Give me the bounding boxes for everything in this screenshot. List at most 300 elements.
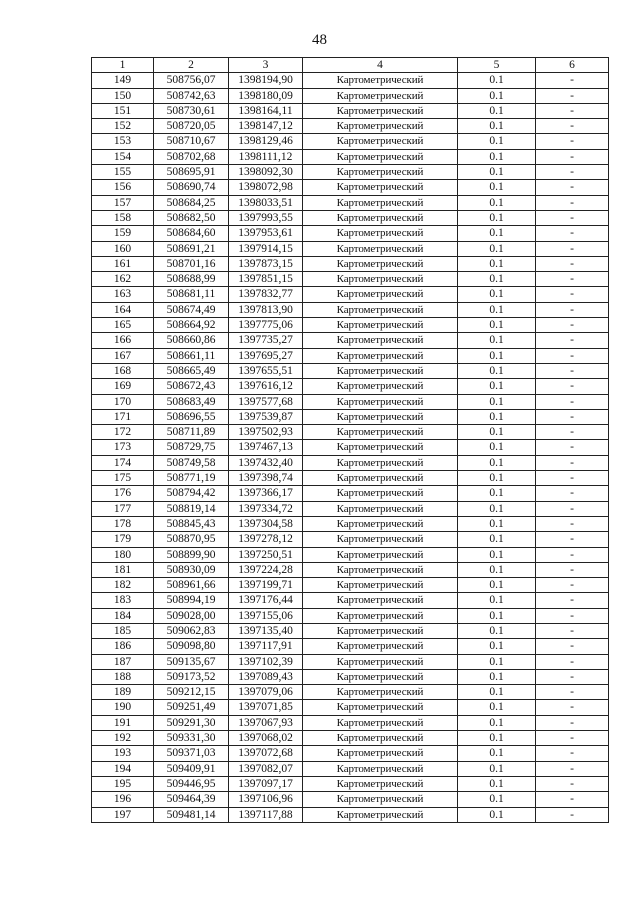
method-cell: Картометрический bbox=[303, 639, 458, 654]
accuracy-cell: 0.1 bbox=[458, 149, 536, 164]
point-number-cell: 151 bbox=[92, 103, 154, 118]
point-number-cell: 196 bbox=[92, 792, 154, 807]
note-cell: - bbox=[536, 149, 609, 164]
point-number-cell: 178 bbox=[92, 516, 154, 531]
y-coordinate-cell: 1398092,30 bbox=[229, 165, 303, 180]
point-number-cell: 166 bbox=[92, 333, 154, 348]
page-number: 48 bbox=[312, 32, 327, 48]
method-cell: Картометрический bbox=[303, 210, 458, 225]
note-cell: - bbox=[536, 547, 609, 562]
note-cell: - bbox=[536, 134, 609, 149]
x-coordinate-cell: 508771,19 bbox=[154, 471, 229, 486]
accuracy-cell: 0.1 bbox=[458, 639, 536, 654]
note-cell: - bbox=[536, 639, 609, 654]
point-number-cell: 172 bbox=[92, 425, 154, 440]
accuracy-cell: 0.1 bbox=[458, 776, 536, 791]
y-coordinate-cell: 1397250,51 bbox=[229, 547, 303, 562]
x-coordinate-cell: 508682,50 bbox=[154, 210, 229, 225]
table-row bbox=[92, 623, 609, 638]
note-cell: - bbox=[536, 440, 609, 455]
accuracy-cell: 0.1 bbox=[458, 195, 536, 210]
method-cell: Картометрический bbox=[303, 256, 458, 271]
note-cell: - bbox=[536, 623, 609, 638]
method-cell: Картометрический bbox=[303, 608, 458, 623]
point-number-cell: 149 bbox=[92, 73, 154, 88]
accuracy-cell: 0.1 bbox=[458, 623, 536, 638]
y-coordinate-cell: 1398072,98 bbox=[229, 180, 303, 195]
point-number-cell: 158 bbox=[92, 210, 154, 225]
method-cell: Картометрический bbox=[303, 165, 458, 180]
method-cell: Картометрический bbox=[303, 272, 458, 287]
y-coordinate-cell: 1397577,68 bbox=[229, 394, 303, 409]
table-row bbox=[92, 501, 609, 516]
y-coordinate-cell: 1397366,17 bbox=[229, 486, 303, 501]
note-cell: - bbox=[536, 731, 609, 746]
point-number-cell: 159 bbox=[92, 226, 154, 241]
point-number-cell: 175 bbox=[92, 471, 154, 486]
table-row bbox=[92, 746, 609, 761]
accuracy-cell: 0.1 bbox=[458, 547, 536, 562]
method-cell: Картометрический bbox=[303, 348, 458, 363]
point-number-cell: 191 bbox=[92, 715, 154, 730]
table-header-row bbox=[92, 58, 609, 73]
point-number-cell: 168 bbox=[92, 363, 154, 378]
note-cell: - bbox=[536, 562, 609, 577]
note-cell: - bbox=[536, 165, 609, 180]
table-row bbox=[92, 715, 609, 730]
y-coordinate-cell: 1397502,93 bbox=[229, 425, 303, 440]
table-row bbox=[92, 731, 609, 746]
x-coordinate-cell: 509135,67 bbox=[154, 654, 229, 669]
y-coordinate-cell: 1397832,77 bbox=[229, 287, 303, 302]
x-coordinate-cell: 508756,07 bbox=[154, 73, 229, 88]
table-row bbox=[92, 287, 609, 302]
x-coordinate-cell: 509371,03 bbox=[154, 746, 229, 761]
note-cell: - bbox=[536, 669, 609, 684]
x-coordinate-cell: 509446,95 bbox=[154, 776, 229, 791]
table-row bbox=[92, 73, 609, 88]
method-cell: Картометрический bbox=[303, 363, 458, 378]
accuracy-cell: 0.1 bbox=[458, 700, 536, 715]
note-cell: - bbox=[536, 455, 609, 470]
table-row bbox=[92, 700, 609, 715]
point-number-cell: 184 bbox=[92, 608, 154, 623]
table-row bbox=[92, 471, 609, 486]
coordinates-table bbox=[91, 57, 609, 823]
accuracy-cell: 0.1 bbox=[458, 761, 536, 776]
x-coordinate-cell: 508690,74 bbox=[154, 180, 229, 195]
point-number-cell: 176 bbox=[92, 486, 154, 501]
accuracy-cell: 0.1 bbox=[458, 715, 536, 730]
x-coordinate-cell: 508711,89 bbox=[154, 425, 229, 440]
accuracy-cell: 0.1 bbox=[458, 669, 536, 684]
y-coordinate-cell: 1398180,09 bbox=[229, 88, 303, 103]
point-number-cell: 160 bbox=[92, 241, 154, 256]
accuracy-cell: 0.1 bbox=[458, 685, 536, 700]
method-cell: Картометрический bbox=[303, 593, 458, 608]
note-cell: - bbox=[536, 88, 609, 103]
table-row bbox=[92, 302, 609, 317]
x-coordinate-cell: 508749,58 bbox=[154, 455, 229, 470]
method-cell: Картометрический bbox=[303, 333, 458, 348]
y-coordinate-cell: 1397398,74 bbox=[229, 471, 303, 486]
y-coordinate-cell: 1397224,28 bbox=[229, 562, 303, 577]
y-coordinate-cell: 1397079,06 bbox=[229, 685, 303, 700]
y-coordinate-cell: 1397071,85 bbox=[229, 700, 303, 715]
method-cell: Картометрический bbox=[303, 73, 458, 88]
method-cell: Картометрический bbox=[303, 440, 458, 455]
accuracy-cell: 0.1 bbox=[458, 501, 536, 516]
table-row bbox=[92, 333, 609, 348]
note-cell: - bbox=[536, 685, 609, 700]
y-coordinate-cell: 1397993,55 bbox=[229, 210, 303, 225]
accuracy-cell: 0.1 bbox=[458, 578, 536, 593]
accuracy-cell: 0.1 bbox=[458, 302, 536, 317]
x-coordinate-cell: 508845,43 bbox=[154, 516, 229, 531]
table-row bbox=[92, 180, 609, 195]
point-number-cell: 182 bbox=[92, 578, 154, 593]
method-cell: Картометрический bbox=[303, 731, 458, 746]
y-coordinate-cell: 1397539,87 bbox=[229, 409, 303, 424]
accuracy-cell: 0.1 bbox=[458, 746, 536, 761]
point-number-cell: 153 bbox=[92, 134, 154, 149]
accuracy-cell: 0.1 bbox=[458, 562, 536, 577]
x-coordinate-cell: 509291,30 bbox=[154, 715, 229, 730]
y-coordinate-cell: 1397334,72 bbox=[229, 501, 303, 516]
note-cell: - bbox=[536, 792, 609, 807]
x-coordinate-cell: 508665,49 bbox=[154, 363, 229, 378]
note-cell: - bbox=[536, 409, 609, 424]
point-number-cell: 173 bbox=[92, 440, 154, 455]
accuracy-cell: 0.1 bbox=[458, 409, 536, 424]
method-cell: Картометрический bbox=[303, 516, 458, 531]
note-cell: - bbox=[536, 348, 609, 363]
method-cell: Картометрический bbox=[303, 471, 458, 486]
table-row bbox=[92, 608, 609, 623]
accuracy-cell: 0.1 bbox=[458, 73, 536, 88]
method-cell: Картометрический bbox=[303, 103, 458, 118]
method-cell: Картометрический bbox=[303, 302, 458, 317]
method-cell: Картометрический bbox=[303, 88, 458, 103]
x-coordinate-cell: 508684,25 bbox=[154, 195, 229, 210]
x-coordinate-cell: 508729,75 bbox=[154, 440, 229, 455]
accuracy-cell: 0.1 bbox=[458, 363, 536, 378]
accuracy-cell: 0.1 bbox=[458, 471, 536, 486]
note-cell: - bbox=[536, 807, 609, 822]
note-cell: - bbox=[536, 425, 609, 440]
table-row bbox=[92, 88, 609, 103]
point-number-cell: 163 bbox=[92, 287, 154, 302]
method-cell: Картометрический bbox=[303, 792, 458, 807]
method-cell: Картометрический bbox=[303, 318, 458, 333]
y-coordinate-cell: 1397072,68 bbox=[229, 746, 303, 761]
table-row bbox=[92, 394, 609, 409]
method-cell: Картометрический bbox=[303, 287, 458, 302]
accuracy-cell: 0.1 bbox=[458, 654, 536, 669]
note-cell: - bbox=[536, 715, 609, 730]
note-cell: - bbox=[536, 394, 609, 409]
note-cell: - bbox=[536, 210, 609, 225]
accuracy-cell: 0.1 bbox=[458, 287, 536, 302]
x-coordinate-cell: 509098,80 bbox=[154, 639, 229, 654]
point-number-cell: 194 bbox=[92, 761, 154, 776]
accuracy-cell: 0.1 bbox=[458, 425, 536, 440]
y-coordinate-cell: 1397068,02 bbox=[229, 731, 303, 746]
note-cell: - bbox=[536, 471, 609, 486]
point-number-cell: 167 bbox=[92, 348, 154, 363]
table-row bbox=[92, 226, 609, 241]
x-coordinate-cell: 508702,68 bbox=[154, 149, 229, 164]
note-cell: - bbox=[536, 746, 609, 761]
x-coordinate-cell: 509464,39 bbox=[154, 792, 229, 807]
accuracy-cell: 0.1 bbox=[458, 516, 536, 531]
point-number-cell: 177 bbox=[92, 501, 154, 516]
method-cell: Картометрический bbox=[303, 746, 458, 761]
method-cell: Картометрический bbox=[303, 226, 458, 241]
table-row bbox=[92, 195, 609, 210]
y-coordinate-cell: 1398111,12 bbox=[229, 149, 303, 164]
note-cell: - bbox=[536, 272, 609, 287]
x-coordinate-cell: 508730,61 bbox=[154, 103, 229, 118]
note-cell: - bbox=[536, 761, 609, 776]
table-row bbox=[92, 776, 609, 791]
accuracy-cell: 0.1 bbox=[458, 103, 536, 118]
y-coordinate-cell: 1397082,07 bbox=[229, 761, 303, 776]
note-cell: - bbox=[536, 119, 609, 134]
note-cell: - bbox=[536, 333, 609, 348]
point-number-cell: 197 bbox=[92, 807, 154, 822]
accuracy-cell: 0.1 bbox=[458, 119, 536, 134]
method-cell: Картометрический bbox=[303, 501, 458, 516]
accuracy-cell: 0.1 bbox=[458, 318, 536, 333]
method-cell: Картометрический bbox=[303, 425, 458, 440]
y-coordinate-cell: 1397735,27 bbox=[229, 333, 303, 348]
point-number-cell: 150 bbox=[92, 88, 154, 103]
method-cell: Картометрический bbox=[303, 455, 458, 470]
note-cell: - bbox=[536, 654, 609, 669]
method-cell: Картометрический bbox=[303, 685, 458, 700]
x-coordinate-cell: 508794,42 bbox=[154, 486, 229, 501]
x-coordinate-cell: 508870,95 bbox=[154, 532, 229, 547]
y-coordinate-cell: 1397695,27 bbox=[229, 348, 303, 363]
note-cell: - bbox=[536, 486, 609, 501]
point-number-cell: 190 bbox=[92, 700, 154, 715]
accuracy-cell: 0.1 bbox=[458, 486, 536, 501]
accuracy-cell: 0.1 bbox=[458, 807, 536, 822]
point-number-cell: 164 bbox=[92, 302, 154, 317]
table-row bbox=[92, 363, 609, 378]
table-row bbox=[92, 440, 609, 455]
method-cell: Картометрический bbox=[303, 379, 458, 394]
note-cell: - bbox=[536, 363, 609, 378]
column-header: 2 bbox=[154, 58, 229, 73]
method-cell: Картометрический bbox=[303, 180, 458, 195]
method-cell: Картометрический bbox=[303, 134, 458, 149]
y-coordinate-cell: 1397155,06 bbox=[229, 608, 303, 623]
y-coordinate-cell: 1397199,71 bbox=[229, 578, 303, 593]
x-coordinate-cell: 508695,91 bbox=[154, 165, 229, 180]
table-row bbox=[92, 792, 609, 807]
method-cell: Картометрический bbox=[303, 700, 458, 715]
note-cell: - bbox=[536, 180, 609, 195]
column-header: 5 bbox=[458, 58, 536, 73]
method-cell: Картометрический bbox=[303, 562, 458, 577]
point-number-cell: 189 bbox=[92, 685, 154, 700]
table-row bbox=[92, 165, 609, 180]
accuracy-cell: 0.1 bbox=[458, 731, 536, 746]
x-coordinate-cell: 508720,05 bbox=[154, 119, 229, 134]
y-coordinate-cell: 1397873,15 bbox=[229, 256, 303, 271]
x-coordinate-cell: 509028,00 bbox=[154, 608, 229, 623]
x-coordinate-cell: 508660,86 bbox=[154, 333, 229, 348]
y-coordinate-cell: 1397953,61 bbox=[229, 226, 303, 241]
y-coordinate-cell: 1397097,17 bbox=[229, 776, 303, 791]
y-coordinate-cell: 1397102,39 bbox=[229, 654, 303, 669]
accuracy-cell: 0.1 bbox=[458, 210, 536, 225]
x-coordinate-cell: 508681,11 bbox=[154, 287, 229, 302]
table-row bbox=[92, 379, 609, 394]
accuracy-cell: 0.1 bbox=[458, 532, 536, 547]
method-cell: Картометрический bbox=[303, 578, 458, 593]
note-cell: - bbox=[536, 379, 609, 394]
method-cell: Картометрический bbox=[303, 715, 458, 730]
method-cell: Картометрический bbox=[303, 761, 458, 776]
table-row bbox=[92, 685, 609, 700]
y-coordinate-cell: 1397117,91 bbox=[229, 639, 303, 654]
y-coordinate-cell: 1397616,12 bbox=[229, 379, 303, 394]
table-row bbox=[92, 486, 609, 501]
method-cell: Картометрический bbox=[303, 547, 458, 562]
method-cell: Картометрический bbox=[303, 532, 458, 547]
y-coordinate-cell: 1397278,12 bbox=[229, 532, 303, 547]
x-coordinate-cell: 508930,09 bbox=[154, 562, 229, 577]
accuracy-cell: 0.1 bbox=[458, 333, 536, 348]
accuracy-cell: 0.1 bbox=[458, 394, 536, 409]
table-row bbox=[92, 807, 609, 822]
note-cell: - bbox=[536, 256, 609, 271]
table-row bbox=[92, 272, 609, 287]
y-coordinate-cell: 1397775,06 bbox=[229, 318, 303, 333]
table-body bbox=[92, 73, 609, 823]
x-coordinate-cell: 508684,60 bbox=[154, 226, 229, 241]
x-coordinate-cell: 509481,14 bbox=[154, 807, 229, 822]
method-cell: Картометрический bbox=[303, 623, 458, 638]
note-cell: - bbox=[536, 302, 609, 317]
table-row bbox=[92, 210, 609, 225]
x-coordinate-cell: 508961,66 bbox=[154, 578, 229, 593]
accuracy-cell: 0.1 bbox=[458, 226, 536, 241]
method-cell: Картометрический bbox=[303, 776, 458, 791]
y-coordinate-cell: 1397135,40 bbox=[229, 623, 303, 638]
table-row bbox=[92, 241, 609, 256]
point-number-cell: 161 bbox=[92, 256, 154, 271]
point-number-cell: 154 bbox=[92, 149, 154, 164]
table-row bbox=[92, 669, 609, 684]
method-cell: Картометрический bbox=[303, 119, 458, 134]
y-coordinate-cell: 1397176,44 bbox=[229, 593, 303, 608]
note-cell: - bbox=[536, 501, 609, 516]
table-row bbox=[92, 455, 609, 470]
note-cell: - bbox=[536, 195, 609, 210]
note-cell: - bbox=[536, 226, 609, 241]
table-row bbox=[92, 348, 609, 363]
accuracy-cell: 0.1 bbox=[458, 165, 536, 180]
table-row bbox=[92, 318, 609, 333]
method-cell: Картометрический bbox=[303, 409, 458, 424]
table-row bbox=[92, 409, 609, 424]
y-coordinate-cell: 1397655,51 bbox=[229, 363, 303, 378]
point-number-cell: 192 bbox=[92, 731, 154, 746]
x-coordinate-cell: 508672,43 bbox=[154, 379, 229, 394]
y-coordinate-cell: 1397117,88 bbox=[229, 807, 303, 822]
point-number-cell: 152 bbox=[92, 119, 154, 134]
table-row bbox=[92, 654, 609, 669]
column-header: 4 bbox=[303, 58, 458, 73]
y-coordinate-cell: 1397089,43 bbox=[229, 669, 303, 684]
x-coordinate-cell: 508664,92 bbox=[154, 318, 229, 333]
point-number-cell: 180 bbox=[92, 547, 154, 562]
y-coordinate-cell: 1398164,11 bbox=[229, 103, 303, 118]
column-header: 6 bbox=[536, 58, 609, 73]
point-number-cell: 179 bbox=[92, 532, 154, 547]
x-coordinate-cell: 508701,16 bbox=[154, 256, 229, 271]
x-coordinate-cell: 508710,67 bbox=[154, 134, 229, 149]
y-coordinate-cell: 1397432,40 bbox=[229, 455, 303, 470]
note-cell: - bbox=[536, 608, 609, 623]
point-number-cell: 162 bbox=[92, 272, 154, 287]
point-number-cell: 186 bbox=[92, 639, 154, 654]
y-coordinate-cell: 1397467,13 bbox=[229, 440, 303, 455]
y-coordinate-cell: 1398129,46 bbox=[229, 134, 303, 149]
y-coordinate-cell: 1398033,51 bbox=[229, 195, 303, 210]
accuracy-cell: 0.1 bbox=[458, 608, 536, 623]
note-cell: - bbox=[536, 241, 609, 256]
point-number-cell: 188 bbox=[92, 669, 154, 684]
y-coordinate-cell: 1397106,96 bbox=[229, 792, 303, 807]
table-row bbox=[92, 562, 609, 577]
note-cell: - bbox=[536, 516, 609, 531]
x-coordinate-cell: 508899,90 bbox=[154, 547, 229, 562]
note-cell: - bbox=[536, 287, 609, 302]
accuracy-cell: 0.1 bbox=[458, 241, 536, 256]
table-row bbox=[92, 119, 609, 134]
table-row bbox=[92, 593, 609, 608]
accuracy-cell: 0.1 bbox=[458, 348, 536, 363]
note-cell: - bbox=[536, 700, 609, 715]
x-coordinate-cell: 509331,30 bbox=[154, 731, 229, 746]
table-row bbox=[92, 256, 609, 271]
point-number-cell: 169 bbox=[92, 379, 154, 394]
y-coordinate-cell: 1397851,15 bbox=[229, 272, 303, 287]
method-cell: Картометрический bbox=[303, 149, 458, 164]
method-cell: Картометрический bbox=[303, 241, 458, 256]
x-coordinate-cell: 509409,91 bbox=[154, 761, 229, 776]
method-cell: Картометрический bbox=[303, 807, 458, 822]
x-coordinate-cell: 508994,19 bbox=[154, 593, 229, 608]
table-row bbox=[92, 134, 609, 149]
note-cell: - bbox=[536, 593, 609, 608]
accuracy-cell: 0.1 bbox=[458, 593, 536, 608]
y-coordinate-cell: 1397067,93 bbox=[229, 715, 303, 730]
note-cell: - bbox=[536, 532, 609, 547]
accuracy-cell: 0.1 bbox=[458, 256, 536, 271]
method-cell: Картометрический bbox=[303, 654, 458, 669]
point-number-cell: 156 bbox=[92, 180, 154, 195]
point-number-cell: 157 bbox=[92, 195, 154, 210]
point-number-cell: 195 bbox=[92, 776, 154, 791]
note-cell: - bbox=[536, 776, 609, 791]
table-row bbox=[92, 516, 609, 531]
